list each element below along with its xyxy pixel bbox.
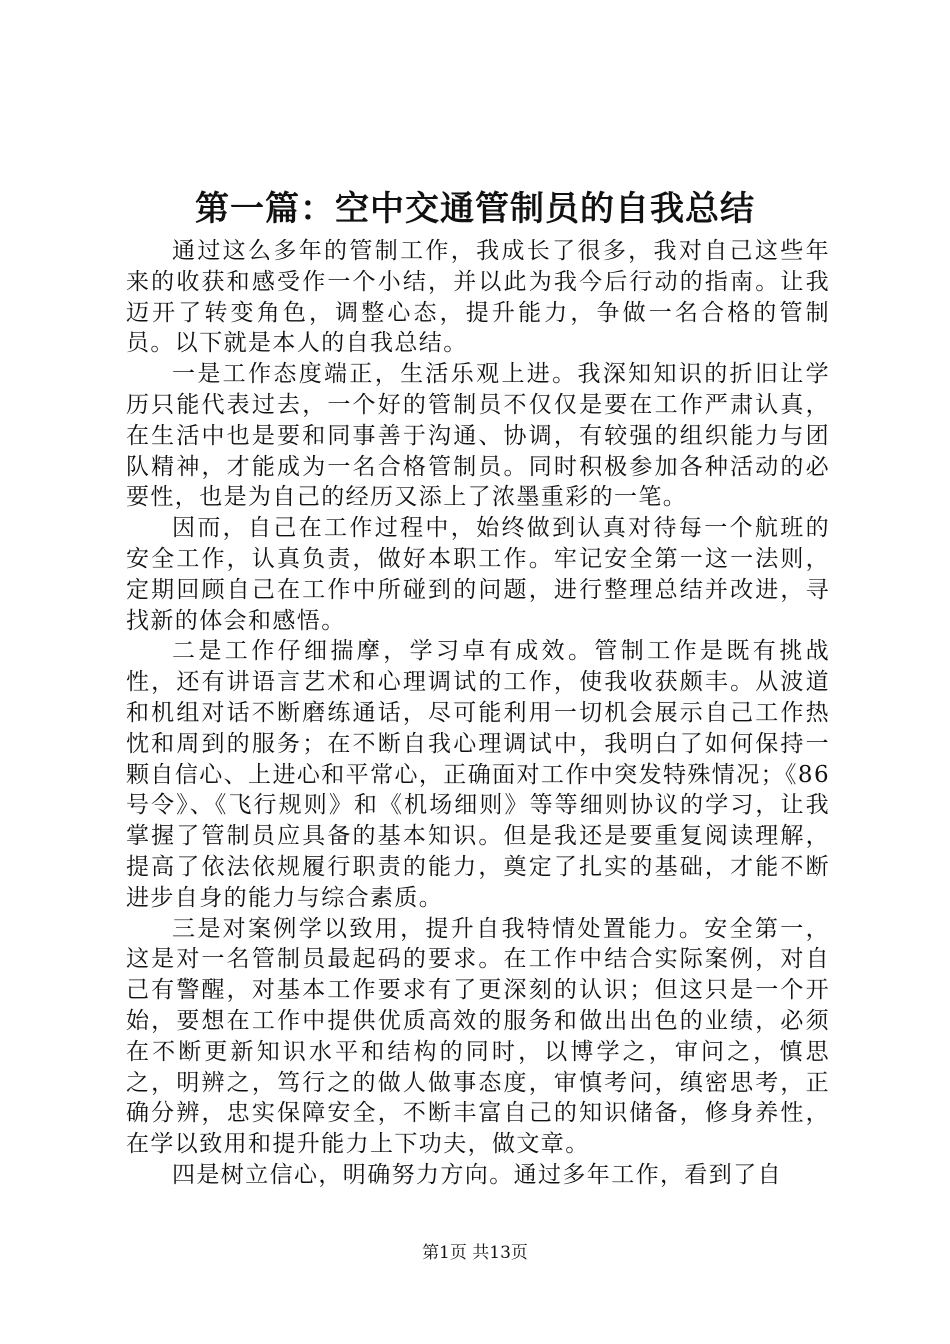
- paragraph: 一是工作态度端正，生活乐观上进。我深知知识的折旧让学历只能代表过去，一个好的管制员不仅仅是要在工作严肃认真，在生活中也是要和同事善于沟通、协调，有较强的组织能力与团队精神，才能成为一名合格管制员。同时积极参加各种活动的必要性，也是为自己的经历又添上了浓墨重彩的一笔。: [126, 361, 830, 511]
- paragraph: 因而，自己在工作过程中，始终做到认真对待每一个航班的安全工作，认真负责，做好本职工作。牢记安全第一这一法则，定期回顾自己在工作中所碰到的问题，进行整理总结并改进，寻找新的体会和感悟。: [126, 515, 830, 634]
- document-title: 第一篇：空中交通管制员的自我总结: [195, 189, 755, 229]
- paragraph: 三是对案例学以致用，提升自我特情处置能力。安全第一，这是对一名管制员最起码的要求。在工作中结合实际案例，对自己有警醒，对基本工作要求有了更深刻的认识；但这只是一个开始，要想在工作中提供优质高效的服务和做出出色的业绩，必须在不断更新知识水平和结构的同时，以博学之，审问之，慎思之，明辨之，笃行之的做人做事态度，审慎考问，缜密思考，正确分辨，忠实保障安全，不断丰富自己的知识储备，修身养性，在学以致用和提升能力上下功夫，做文章。: [126, 915, 830, 1158]
- paragraph: 四是树立信心，明确努力方向。通过多年工作，看到了自: [172, 1161, 782, 1188]
- paragraph: 二是工作仔细揣摩，学习卓有成效。管制工作是既有挑战性，还有讲语言艺术和心理调试的工作，使我收获颇丰。从波道和机组对话不断磨练通话，尽可能利用一切机会展示自己工作热忱和周到的服务；在不断自我心理调试中，我明白了如何保持一颗自信心、上进心和平常心，正确面对工作中突发特殊情况；《86号令》、《飞行规则》和《机场细则》等等细则协议的学习，让我掌握了管制员应具备的基本知识。但是我还是要重复阅读理解，提高了依法依规履行职责的能力，奠定了扎实的基础，才能不断进步自身的能力与综合素质。: [126, 638, 830, 911]
- paragraph: 通过这么多年的管制工作，我成长了很多，我对自己这些年来的收获和感受作一个小结，并以此为我今后行动的指南。让我迈开了转变角色，调整心态，提升能力，争做一名合格的管制员。以下就是本人的自我总结。: [126, 238, 830, 357]
- document-body: [126, 236, 830, 1191]
- page-number-footer: 第1页 共13页: [422, 1243, 528, 1263]
